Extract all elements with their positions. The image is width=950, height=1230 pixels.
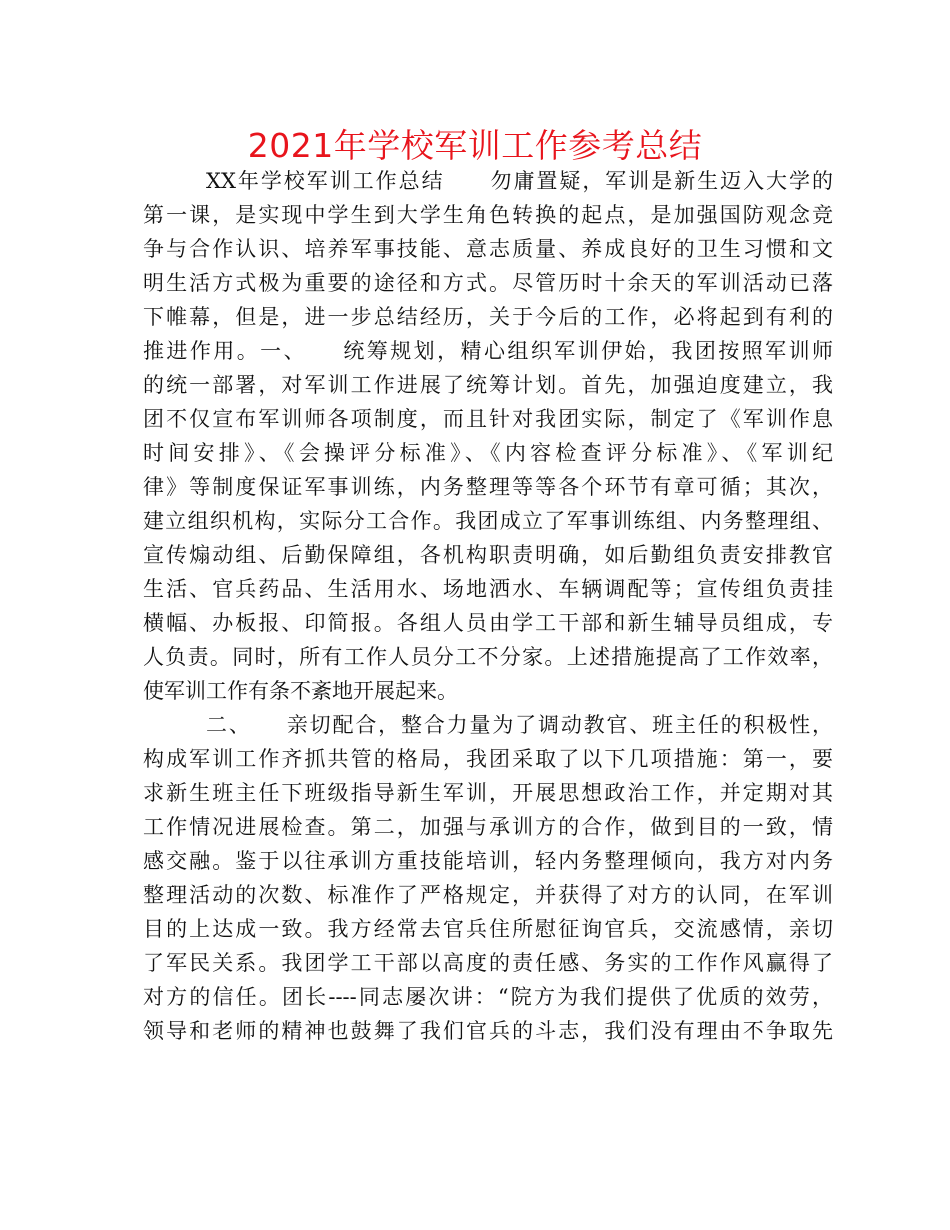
text-line: 时间安排》、《会操评分标准》、《内容检查评分标准》、《军训纪 — [143, 441, 833, 465]
text-line: 横幅、办板报、印简报。各组人员由学工干部和新生辅导员组成，专 — [143, 611, 833, 635]
text-line: 了军民关系。我团学工干部以高度的责任感、务实的工作作风赢得了 — [143, 951, 833, 975]
text-line: XX年学校军训工作总结 勿庸置疑，军训是新生迈入大学的 — [206, 169, 833, 193]
text-line: 明生活方式极为重要的途径和方式。尽管历时十余天的军训活动已落 — [143, 271, 833, 295]
text-line: 争与合作认识、培养军事技能、意志质量、养成良好的卫生习惯和文 — [143, 237, 833, 261]
document-body — [143, 164, 833, 1048]
text-line: 使军训工作有条不紊地开展起来。 — [143, 679, 458, 703]
text-line: 工作情况进展检查。第二，加强与承训方的合作，做到目的一致，情 — [143, 815, 833, 839]
text-line: 宣传煽动组、后勤保障组，各机构职责明确，如后勤组负责安排教官 — [143, 543, 833, 567]
text-line: 生活、官兵药品、生活用水、场地洒水、车辆调配等；宣传组负责挂 — [143, 577, 833, 601]
document-title: 2021年学校军训工作参考总结 — [247, 126, 703, 165]
text-line: 二、 亲切配合，整合力量为了调动教官、班主任的积极性， — [206, 713, 833, 737]
text-line: 人负责。同时，所有工作人员分工不分家。上述措施提高了工作效率， — [143, 645, 833, 669]
text-line: 领导和老师的精神也鼓舞了我们官兵的斗志，我们没有理由不争取先 — [143, 1019, 833, 1043]
text-line: 的统一部署，对军训工作进展了统筹计划。首先，加强迫度建立，我 — [143, 373, 833, 397]
text-line: 构成军训工作齐抓共管的格局，我团采取了以下几项措施：第一，要 — [143, 747, 833, 771]
text-line: 建立组织机构，实际分工合作。我团成立了军事训练组、内务整理组、 — [143, 509, 833, 533]
text-line: 推进作用。一、 统筹规划，精心组织军训伊始，我团按照军训师 — [143, 339, 833, 363]
text-line: 求新生班主任下班级指导新生军训，开展思想政治工作，并定期对其 — [143, 781, 833, 805]
text-line: 感交融。鉴于以往承训方重技能培训，轻内务整理倾向，我方对内务 — [143, 849, 833, 873]
text-line: 团不仅宣布军训师各项制度，而且针对我团实际，制定了《军训作息 — [143, 407, 833, 431]
text-line: 目的上达成一致。我方经常去官兵住所慰征询官兵，交流感情，亲切 — [143, 917, 833, 941]
text-line: 对方的信任。团长----同志屡次讲：“院方为我们提供了优质的效劳， — [143, 985, 833, 1009]
text-line: 律》等制度保证军事训练，内务整理等等各个环节有章可循；其次， — [143, 475, 833, 499]
text-line: 整理活动的次数、标准作了严格规定，并获得了对方的认同，在军训 — [143, 883, 833, 907]
text-line: 下帷幕，但是，进一步总结经历，关于今后的工作，必将起到有利的 — [143, 305, 833, 329]
text-line: 第一课，是实现中学生到大学生角色转换的起点，是加强国防观念竞 — [143, 203, 833, 227]
